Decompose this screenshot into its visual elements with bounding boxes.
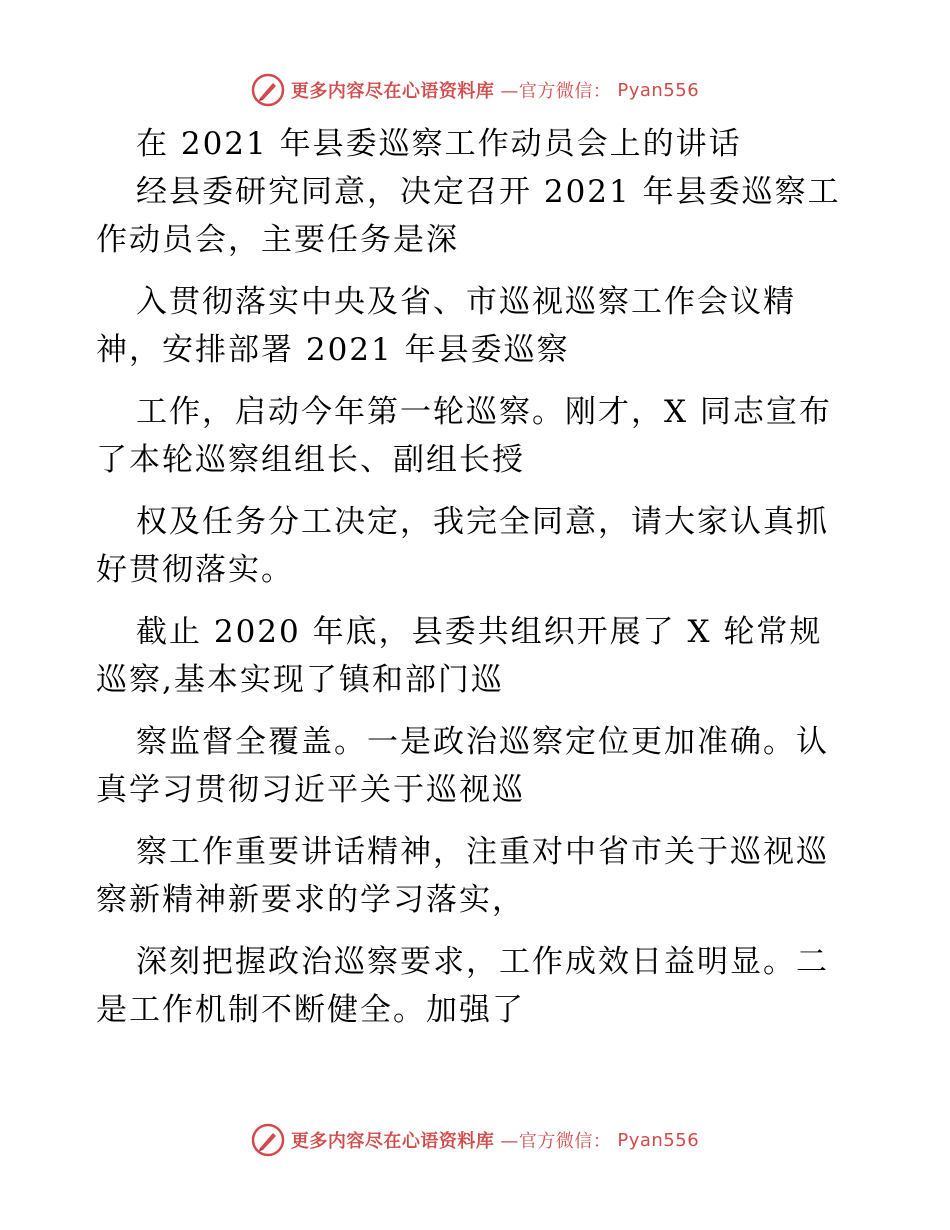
text-line: 作动员会，主要任务是深 [96,222,459,258]
text-line: 好贯彻落实。 [96,552,294,588]
text-line: 察监督全覆盖。一是政治巡察定位更加准确。认 [136,724,829,760]
watermark-footer [0,1120,950,1160]
text-line: 神，安排部署 2021 年县委巡察 [96,332,570,368]
text-line: 察新精神新要求的学习落实， [96,882,525,918]
text-line: 入贯彻落实中央及省、市巡视巡察工作会议精 [136,284,796,320]
text-line: 截止 2020 年底，县委共组织开展了 X 轮常规 [136,614,823,650]
pen-logo-icon [251,73,285,107]
document-body [96,120,856,1034]
watermark-separator: —官方微信： [500,1131,612,1152]
text-line: 权及任务分工决定，我完全同意，请大家认真抓 [136,504,829,540]
document-title: 在 2021 年县委巡察工作动员会上的讲话 [136,126,742,162]
watermark-header [0,70,950,110]
text-line: 深刻把握政治巡察要求，工作成效日益明显。二 [136,944,829,980]
watermark-wechat-id: Pyan556 [617,79,700,101]
watermark-separator: —官方微信： [500,81,612,102]
text-line: 是工作机制不断健全。加强了 [96,992,525,1028]
text-line: 真学习贯彻习近平关于巡视巡 [96,772,525,808]
watermark-wechat-id: Pyan556 [617,1129,700,1151]
pen-logo-icon [251,1123,285,1157]
watermark-text: 更多内容尽在心语资料库 [290,1131,495,1152]
watermark-text: 更多内容尽在心语资料库 [290,81,495,102]
text-line: 察工作重要讲话精神，注重对中省市关于巡视巡 [136,834,829,870]
text-line: 工作，启动今年第一轮巡察。刚才，X 同志宣布 [136,394,832,430]
text-line: 经县委研究同意，决定召开 2021 年县委巡察工 [136,174,841,210]
text-line: 巡察,基本实现了镇和部门巡 [96,662,504,698]
text-line: 了本轮巡察组组长、副组长授 [96,442,525,478]
